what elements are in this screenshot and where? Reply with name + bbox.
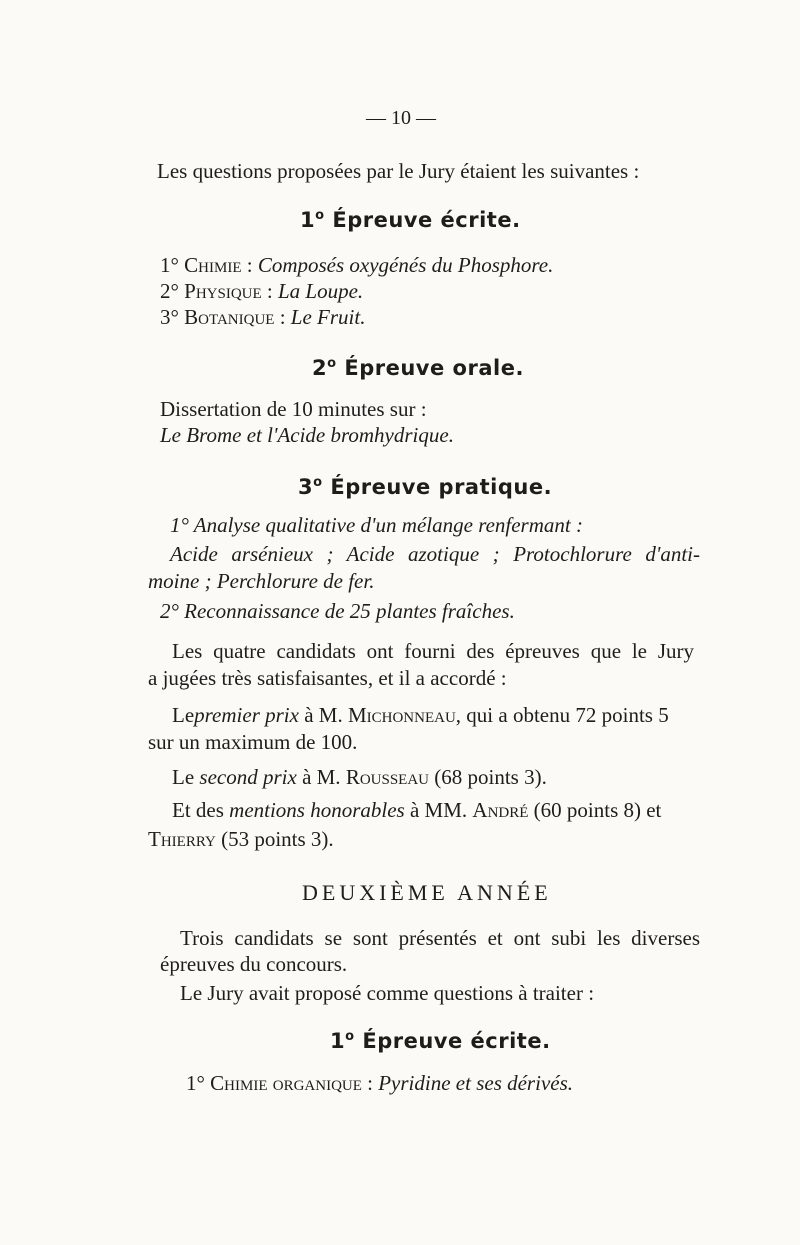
written-item-botany	[160, 304, 365, 330]
second-prize-name: Rousseau	[345, 765, 429, 789]
item-subject: Botanique :	[184, 305, 286, 329]
item-topic: Pyridine et ses dérivés.	[378, 1071, 574, 1095]
practical-item-1-line-3: moine ; Perchlorure de fer.	[148, 569, 375, 593]
second-prize-mid: à M.	[296, 765, 346, 789]
heading-text: Épreuve écrite.	[332, 208, 521, 232]
thierry-tail: (53 points 3).	[215, 827, 334, 851]
written-item-chemistry	[160, 252, 553, 278]
oral-line-1: Dissertation de 10 minutes sur :	[160, 397, 427, 421]
second-prize-tail: (68 points 3).	[429, 765, 547, 789]
first-prize-mid: à M.	[298, 703, 348, 727]
mentions-label: mentions honorables	[229, 798, 405, 822]
second-prize-line	[172, 764, 547, 790]
oral-line-2: Le Brome et l'Acide bromhydrique.	[160, 423, 454, 447]
written-item-physics	[160, 278, 363, 304]
heading-ordinal: o	[345, 1029, 355, 1044]
first-prize-line	[172, 702, 669, 728]
heading-number: 1	[330, 1029, 346, 1053]
mentions-prefix: Et des	[172, 798, 230, 822]
item-subject: Physique :	[184, 279, 273, 303]
results-line-1: Les quatre candidats ont fourni des épreuves que le Jury	[172, 639, 694, 663]
heading-ordinal: o	[327, 356, 337, 371]
item-topic: La Loupe.	[278, 279, 364, 303]
second-prize-label: second prix	[199, 765, 297, 789]
page-number: — 10 —	[366, 107, 436, 129]
item-number: 3°	[160, 305, 179, 329]
practical-item-2: 2° Reconnaissance de 25 plantes fraîches.	[160, 599, 515, 623]
second-year-item-organic-chemistry	[186, 1070, 573, 1096]
item-number: 1°	[160, 253, 179, 277]
section-heading-written-exam	[300, 207, 521, 233]
second-year-line-3: Le Jury avait proposé comme questions à traiter :	[180, 981, 595, 1005]
mentions-name: André	[472, 798, 529, 822]
mentions-tail: (60 points 8) et	[528, 798, 662, 822]
first-prize-label: premier prix	[194, 703, 299, 727]
practical-item-1: 1° Analyse qualitative d'un mélange renfermant :	[170, 513, 583, 537]
second-year-heading-written	[330, 1028, 551, 1054]
second-prize-prefix: Le	[172, 765, 200, 789]
section-heading-oral-exam	[312, 355, 524, 381]
second-year-line-1: Trois candidats se sont présentés et ont subi les diverses	[180, 926, 700, 950]
heading-text: Épreuve pratique.	[330, 475, 553, 499]
first-prize-name: Michonneau	[347, 703, 456, 727]
first-prize-line-2: sur un maximum de 100.	[148, 730, 358, 754]
heading-number: 1	[300, 208, 316, 232]
thierry-name: Thierry	[148, 827, 216, 851]
thierry-line	[148, 826, 334, 852]
heading-number: 2	[312, 356, 328, 380]
heading-ordinal: o	[315, 208, 325, 223]
section-heading-practical-exam	[298, 474, 552, 500]
intro-text: Les questions proposées par le Jury étaient les suivantes :	[157, 159, 640, 183]
mentions-line	[172, 797, 661, 823]
first-prize-prefix: Le	[172, 703, 195, 727]
mentions-mid: à MM.	[404, 798, 473, 822]
item-topic: Composés oxygénés du Phosphore.	[257, 253, 554, 277]
item-subject: Chimie organique :	[210, 1071, 373, 1095]
item-number: 2°	[160, 279, 179, 303]
second-year-line-2: épreuves du concours.	[160, 952, 348, 976]
first-prize-tail: , qui a obtenu 72 points 5	[455, 703, 669, 727]
heading-text: Épreuve orale.	[344, 356, 524, 380]
item-topic: Le Fruit.	[290, 305, 366, 329]
practical-item-1-line-2: Acide arsénieux ; Acide azotique ; Protochlorure d'anti-	[170, 542, 700, 566]
results-line-2: a jugées très satisfaisantes, et il a accordé :	[148, 666, 507, 690]
heading-text: Épreuve écrite.	[362, 1029, 551, 1053]
heading-number: 3	[298, 475, 314, 499]
heading-ordinal: o	[313, 475, 323, 490]
second-year-title: DEUXIÈME ANNÉE	[302, 880, 552, 905]
item-subject: Chimie :	[184, 253, 253, 277]
item-number: 1°	[186, 1071, 205, 1095]
